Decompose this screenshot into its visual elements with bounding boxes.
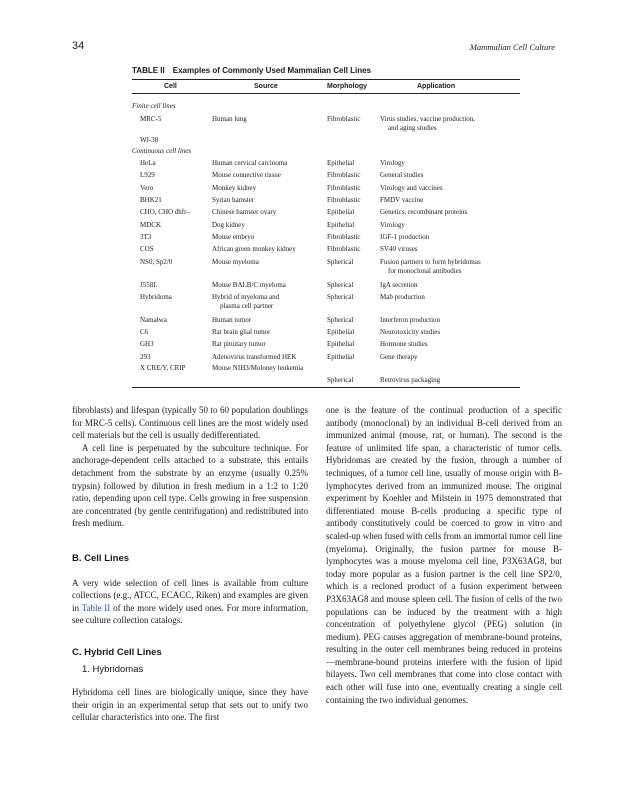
heading-cell-lines: B. Cell Lines	[72, 552, 130, 564]
left-column	[72, 404, 308, 724]
page-number: 34	[72, 40, 85, 52]
paragraph: one is the feature of the continual production of a specific antibody (monoclonal) by an individual B-cell derived from an immunized animal (mouse, rat, or human). The second is the feature of unlimited life span, a characteristic of tumor cells. Hybridomas are created by the fusion, through a number of techniques, of a tumor cell line, usually of mouse origin with B-lymphocytes derived from an immunized mouse. The original experiment by Koehler and Milstein in 1975 demonstrated that differentiated mouse B-cells producing a specific type of antibody constitutively could be coerced to grow in vitro and scaled-up when fused with cells from an immortal tumor cell line (myeloma). Originally, the fusion partner for mouse B-lymphocytes was a mouse myeloma cell line, P3X63AG8, but today more popular as a fusion partner is the cell line SP2/0, which is a recloned product of a fusion experiment between P3X63AG8 and mouse spleen cell. The fusion of cells of the two populations can be induced by the treatment with a high concentration of polyethylene glycol (PEG) solution (in medium). PEG causes aggregation of membrane-bound proteins, resulting in the outer cell membranes being reduced in proteins—membrane-bound proteins interfere with the fusion of lipid bilayers. Two cell membranes that come into close contact with each other will fuse into one, eventually creating a single cell containing the two individual genomes.	[326, 405, 562, 705]
paragraph: Hybridoma cell lines are biologically unique, since they have their origin in an experimental setup that sets out to unify two cellular characteristics into one. The first	[72, 687, 308, 723]
table-title: Examples of Commonly Used Mammalian Cell Lines	[172, 66, 372, 75]
table-caption	[132, 66, 371, 75]
running-head: Mammalian Cell Culture	[469, 42, 555, 52]
paragraph: fibroblasts) and lifespan (typically 50 to 60 population doublings for MRC-5 cells). Continuous cell lines are the most widely used cell materials but the cell is usually dedifferentiated.	[72, 405, 308, 441]
section-continuous: Continuous cell lines	[132, 147, 192, 155]
table-bottom-rule	[132, 387, 520, 388]
table-ii-link[interactable]: Table II	[81, 602, 111, 613]
paragraph: A very wide selection of cell lines is available from culture collections (e.g., ATCC, ECACC, Riken) and examples are given in Table II of the more widely used ones. For more information, see culture collection catalogs.	[72, 577, 308, 626]
table-top-rule	[132, 79, 520, 80]
heading-hybridomas: 1. Hybridomas	[82, 663, 144, 675]
paragraph: A cell line is perpetuated by the subculture technique. For anchorage-dependent cells attached to a substrate, this entails detachment from the substrate by an enzyme (usually 0.25% trypsin) followed by dilution in fresh medium in a 1:2 to 1:20 ratio, depending upon cell type. Cells growing in free suspension are concentrated (by gentle centrifugation) and redistributed into fresh medium.	[72, 442, 308, 529]
header-application: Application	[417, 83, 456, 90]
table-header-rule	[132, 93, 520, 94]
heading-hybrid-cell-lines: C. Hybrid Cell Lines	[72, 646, 162, 658]
table-label: TABLE II	[132, 66, 165, 75]
right-column	[326, 404, 562, 706]
header-source: Source	[254, 83, 278, 90]
header-morphology: Morphology	[327, 83, 368, 90]
section-finite: Finite cell lines	[132, 102, 176, 110]
header-cell: Cell	[164, 83, 177, 90]
